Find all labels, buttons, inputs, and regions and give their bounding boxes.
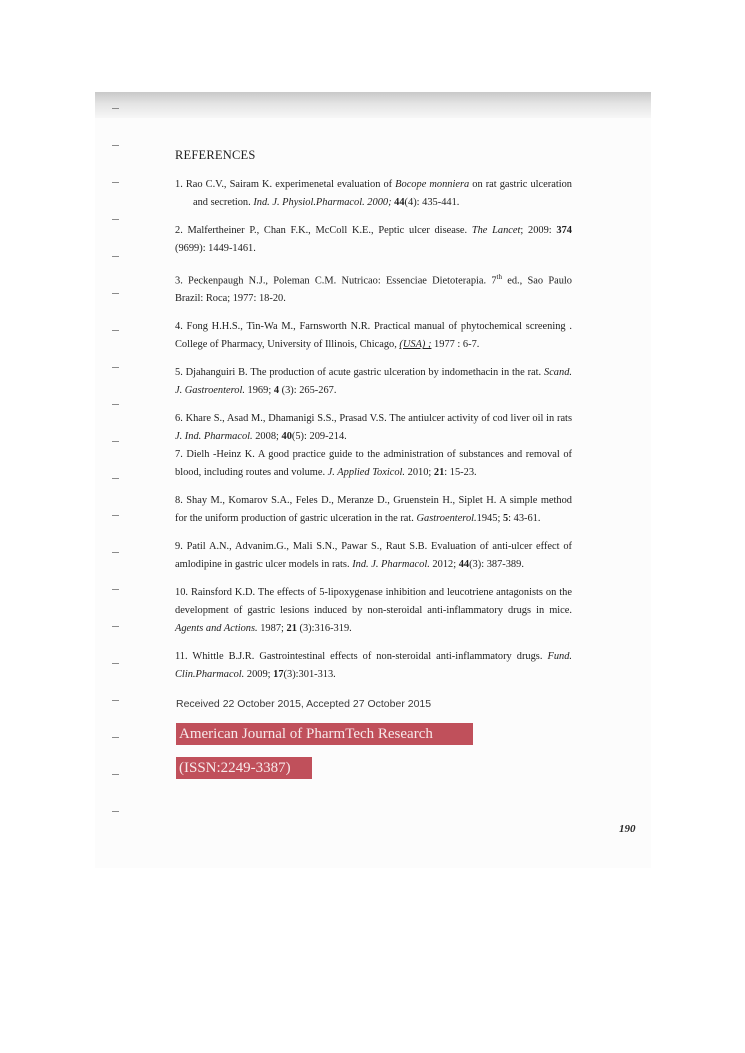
margin-tick — [112, 700, 119, 701]
margin-tick — [112, 293, 119, 294]
margin-tick — [112, 552, 119, 553]
reference-item: 11. Whittle B.J.R. Gastrointestinal effects of non-steroidal anti-inflammatory drugs. Fund. Clin.Pharmacol. 2009; 17(3):301-313. — [175, 651, 572, 681]
scan-shadow-band — [95, 92, 651, 118]
reference-item: 7. Dielh -Heinz K. A good practice guide to the administration of substances and removal of blood, including routes and volume. J. Applied Toxicol. 2010; 21: 15-23. — [175, 449, 572, 479]
reference-item: 2. Malfertheiner P., Chan F.K., McColl K.E., Peptic ulcer disease. The Lancet; 2009: 374 (9699): 1449-1461. — [175, 225, 572, 254]
margin-tick — [112, 330, 119, 331]
margin-tick — [112, 145, 119, 146]
margin-tick — [112, 589, 119, 590]
reference-item: 9. Patil A.N., Advanim.G., Mali S.N., Pawar S., Raut S.B. Evaluation of anti-ulcer effect of amlodipine in gastric ulcer models in rats. Ind. J. Pharmacol. 2012; 44(3): 387-389. — [175, 541, 572, 571]
references-heading: REFERENCES — [175, 148, 256, 162]
reference-item: 4. Fong H.H.S., Tin-Wa M., Farnsworth N.R. Practical manual of phytochemical screening . College of Pharmacy, University of Illinois, Chicago, (USA) ; 1977 : 6-7. — [175, 321, 572, 351]
margin-tick — [112, 441, 119, 442]
margin-tick — [112, 367, 119, 368]
margin-tick — [112, 404, 119, 405]
journal-name-banner: American Journal of PharmTech Research — [176, 723, 473, 745]
reference-item: 10. Rainsford K.D. The effects of 5-lipoxygenase inhibition and leucotriene antagonists on the development of gastric lesions induced by non-steroidal anti-inflammatory drugs in mice. Agents and Actions. 1987; 21 (3):316-319. — [175, 587, 572, 635]
margin-tick — [112, 663, 119, 664]
margin-tick — [112, 256, 119, 257]
received-accepted-dates: Received 22 October 2015, Accepted 27 October 2015 — [176, 698, 432, 710]
page-number: 190 — [619, 823, 636, 835]
reference-item: 3. Peckenpaugh N.J., Poleman C.M. Nutricao: Essenciae Dietoterapia. 7th ed., Sao Paulo Brazil: Roca; 1977: 18-20. — [175, 273, 572, 305]
margin-tick — [112, 811, 119, 812]
margin-tick — [112, 108, 119, 109]
reference-item: 5. Djahanguiri B. The production of acute gastric ulceration by indomethacin in the rat. Scand. J. Gastroenterol. 1969; 4 (3): 265-267. — [175, 367, 572, 397]
margin-tick — [112, 626, 119, 627]
reference-list — [175, 176, 572, 694]
reference-item: 1. Rao C.V., Sairam K. experimenetal evaluation of Bocope monniera on rat gastric ulceration and secretion. Ind. J. Physiol.Pharmacol. 2000; 44(4): 435-441. — [175, 179, 572, 208]
margin-tick — [112, 182, 119, 183]
reference-item: 6. Khare S., Asad M., Dhamanigi S.S., Prasad V.S. The antiulcer activity of cod liver oil in rats J. Ind. Pharmacol. 2008; 40(5): 209-214. — [175, 413, 572, 443]
reference-item: 8. Shay M., Komarov S.A., Feles D., Meranze D., Gruenstein H., Siplet H. A simple method for the uniform production of gastric ulceration in the rat. Gastroenterol.1945; 5: 43-61. — [175, 495, 572, 525]
margin-tick — [112, 774, 119, 775]
margin-tick — [112, 219, 119, 220]
margin-tick — [112, 737, 119, 738]
margin-tick — [112, 515, 119, 516]
issn-banner: (ISSN:2249-3387) — [176, 757, 312, 779]
margin-tick-marks — [112, 108, 122, 828]
margin-tick — [112, 478, 119, 479]
